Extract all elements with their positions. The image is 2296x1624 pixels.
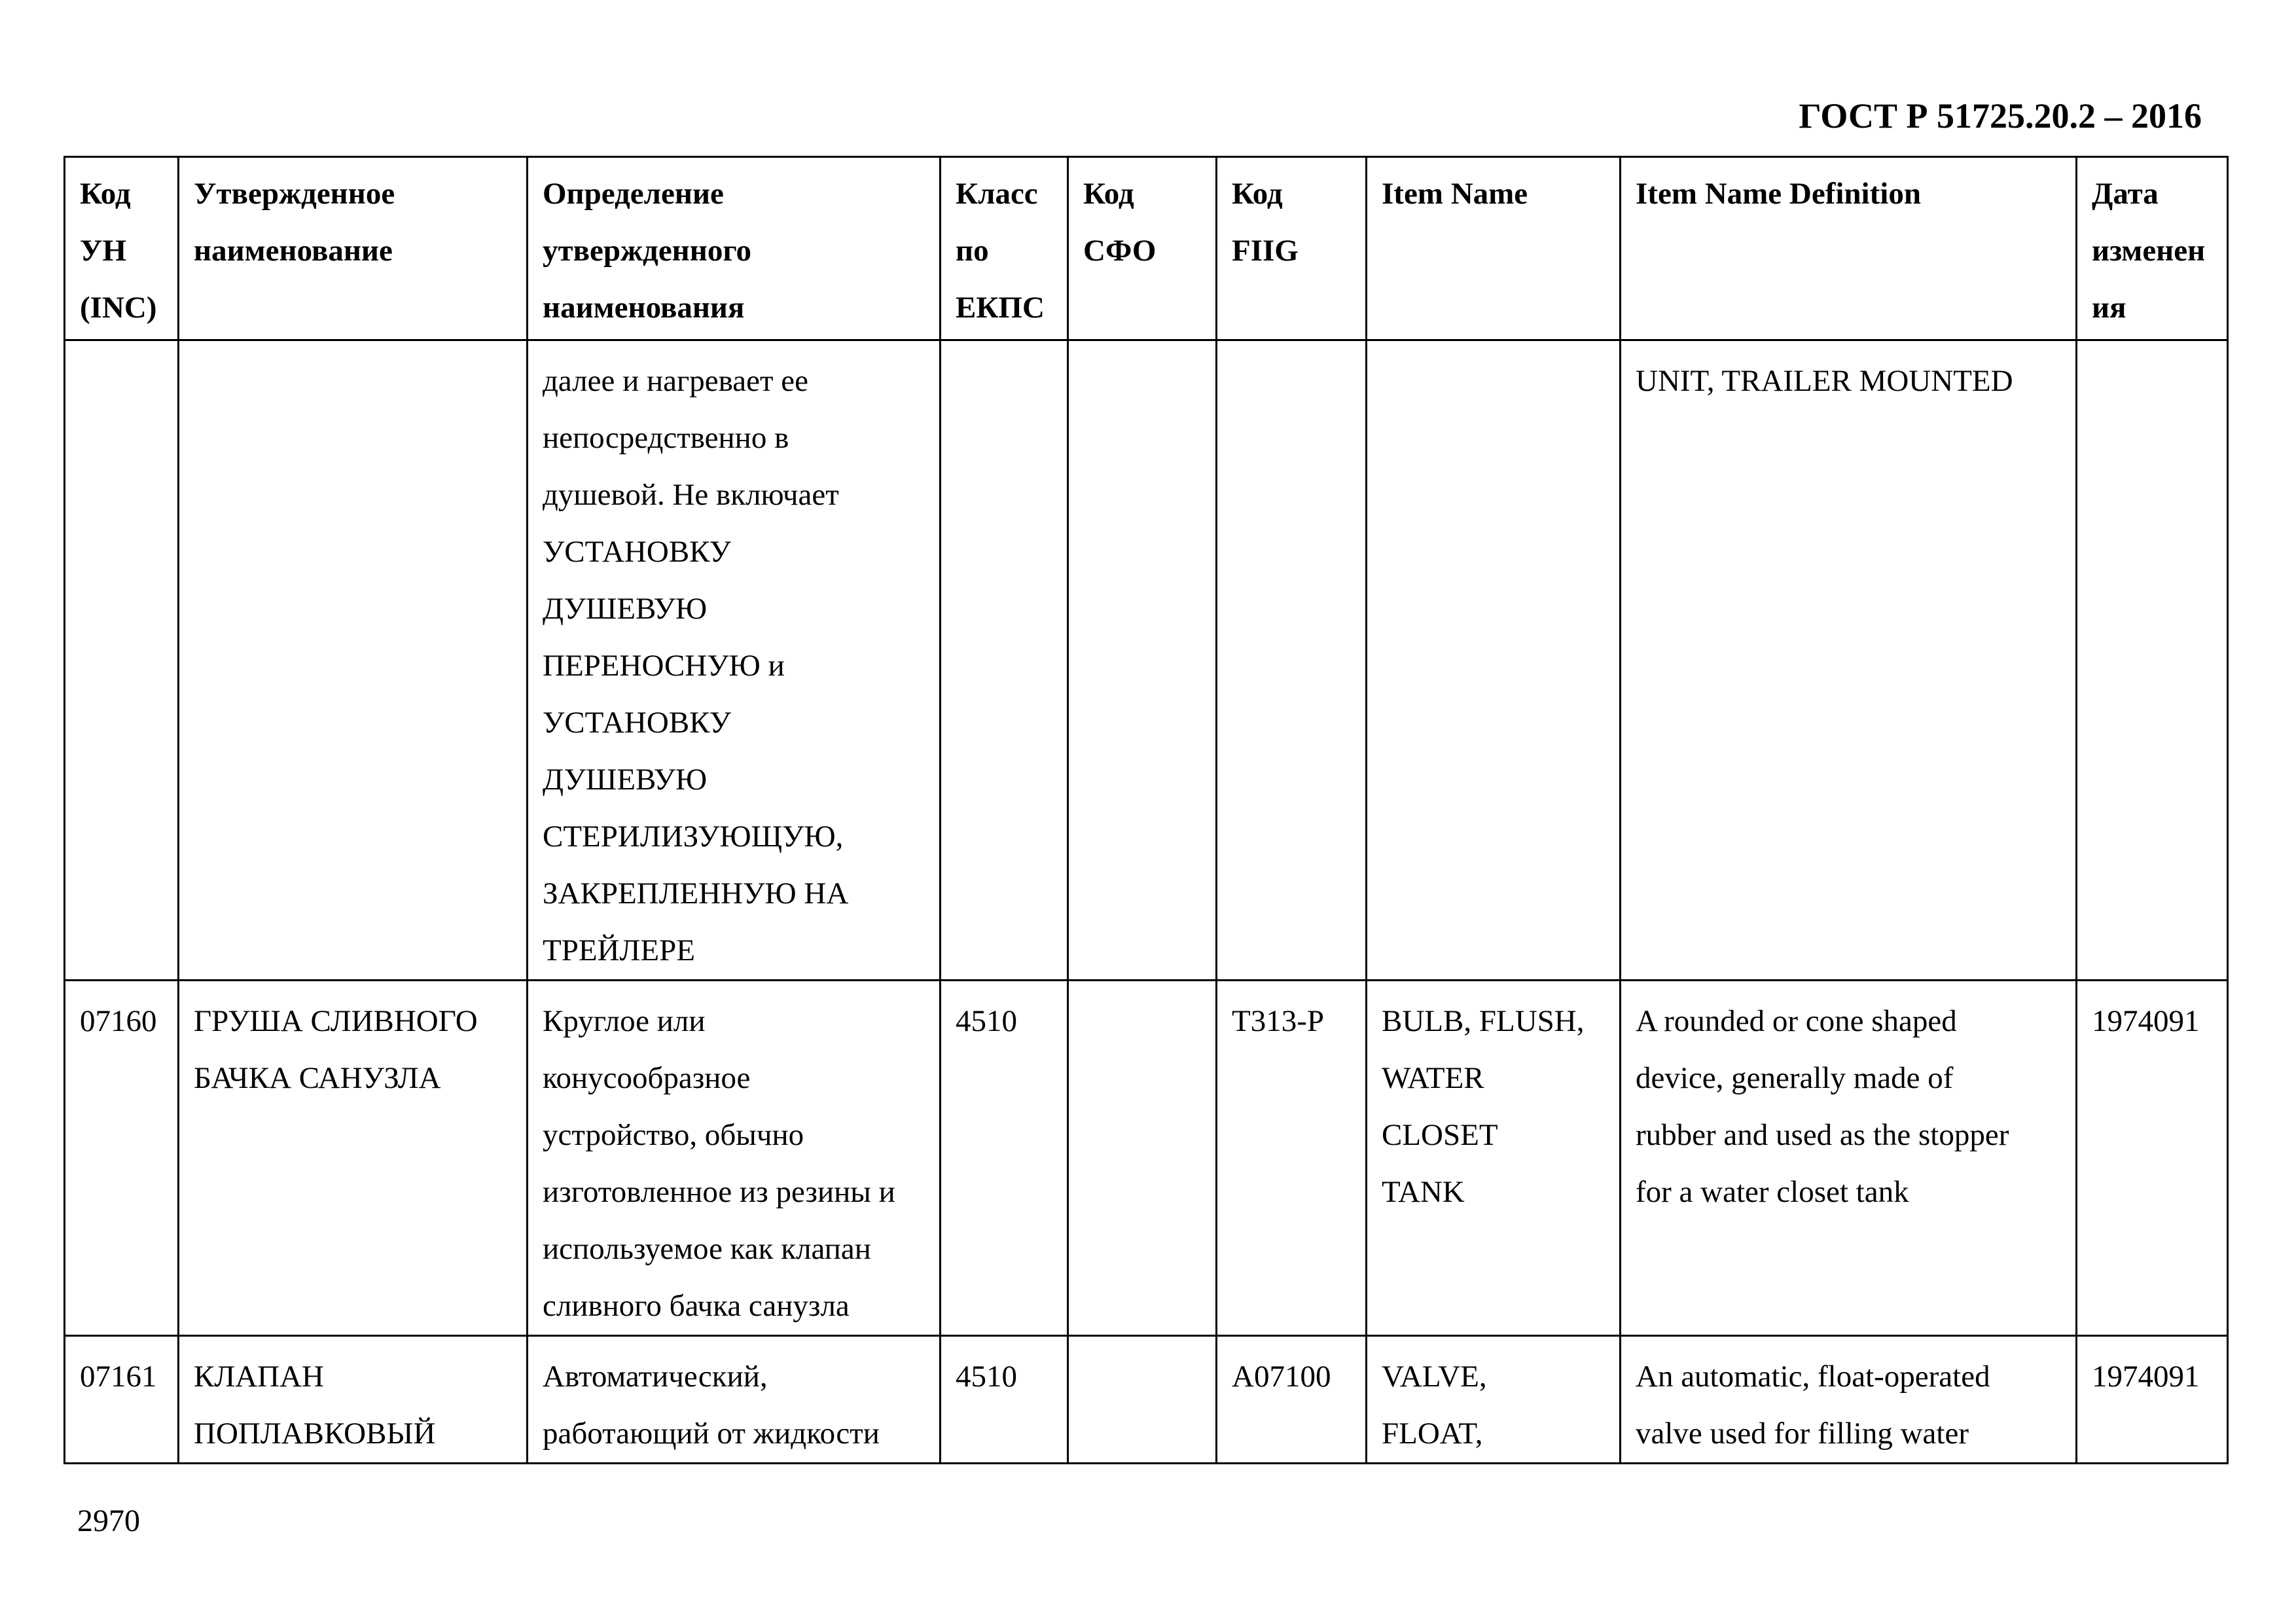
cell-approved-name bbox=[179, 340, 528, 981]
cell-fiig-code: T313-P bbox=[1217, 981, 1367, 1336]
cell-class bbox=[941, 340, 1068, 981]
cell-approved-name: КЛАПАН ПОПЛАВКОВЫЙ bbox=[179, 1336, 528, 1464]
column-header-inc: Код УН (INC) bbox=[65, 157, 179, 340]
column-header-item-name-definition: Item Name Definition bbox=[1621, 157, 2077, 340]
cell-sfo-code bbox=[1068, 340, 1217, 981]
column-header-item-name: Item Name bbox=[1367, 157, 1621, 340]
cell-item-name: BULB, FLUSH, WATER CLOSET TANK bbox=[1367, 981, 1621, 1336]
cell-change-date bbox=[2077, 340, 2228, 981]
cell-inc: 07160 bbox=[65, 981, 179, 1336]
column-header-sfo-code: Код СФО bbox=[1068, 157, 1217, 340]
cell-inc: 07161 bbox=[65, 1336, 179, 1464]
cell-definition: далее и нагревает ее непосредственно в душевой. Не включает УСТАНОВКУ ДУШЕВУЮ ПЕРЕНОСНУЮ и УСТАНОВКУ ДУШЕВУЮ СТЕРИЛИЗУЮЩУЮ, ЗАКРЕПЛЕННУЮ НА ТРЕЙЛЕРЕ bbox=[528, 340, 941, 981]
cell-approved-name: ГРУША СЛИВНОГО БАЧКА САНУЗЛА bbox=[179, 981, 528, 1336]
page-number: 2970 bbox=[77, 1504, 140, 1538]
cell-sfo-code bbox=[1068, 1336, 1217, 1464]
cell-item-name-definition: An automatic, float-operated valve used for filling water bbox=[1621, 1336, 2077, 1464]
column-header-approved-name: Утвержденное наименование bbox=[179, 157, 528, 340]
column-header-class: Класс по ЕКПС bbox=[941, 157, 1068, 340]
column-header-fiig-code: Код FIIG bbox=[1217, 157, 1367, 340]
document-standard-header: ГОСТ Р 51725.20.2 – 2016 bbox=[1799, 96, 2202, 135]
cell-class: 4510 bbox=[941, 1336, 1068, 1464]
cell-inc bbox=[65, 340, 179, 981]
cell-fiig-code: A07100 bbox=[1217, 1336, 1367, 1464]
table-row bbox=[65, 981, 2228, 1336]
table-row bbox=[65, 340, 2228, 981]
column-header-change-date: Дата изменен ия bbox=[2077, 157, 2228, 340]
table-row bbox=[65, 1336, 2228, 1464]
cell-definition: Автоматический, работающий от жидкости bbox=[528, 1336, 941, 1464]
cell-sfo-code bbox=[1068, 981, 1217, 1336]
cell-definition: Круглое или конусообразное устройство, обычно изготовленное из резины и используемое как клапан сливного бачка санузла bbox=[528, 981, 941, 1336]
cell-item-name-definition: UNIT, TRAILER MOUNTED bbox=[1621, 340, 2077, 981]
item-names-table bbox=[63, 156, 2229, 1464]
cell-item-name-definition: A rounded or cone shaped device, generally made of rubber and used as the stopper for a water closet tank bbox=[1621, 981, 2077, 1336]
cell-change-date: 1974091 bbox=[2077, 1336, 2228, 1464]
cell-item-name bbox=[1367, 340, 1621, 981]
cell-class: 4510 bbox=[941, 981, 1068, 1336]
cell-change-date: 1974091 bbox=[2077, 981, 2228, 1336]
table-header-row bbox=[65, 157, 2228, 340]
cell-item-name: VALVE, FLOAT, bbox=[1367, 1336, 1621, 1464]
column-header-definition: Определение утвержденного наименования bbox=[528, 157, 941, 340]
cell-fiig-code bbox=[1217, 340, 1367, 981]
